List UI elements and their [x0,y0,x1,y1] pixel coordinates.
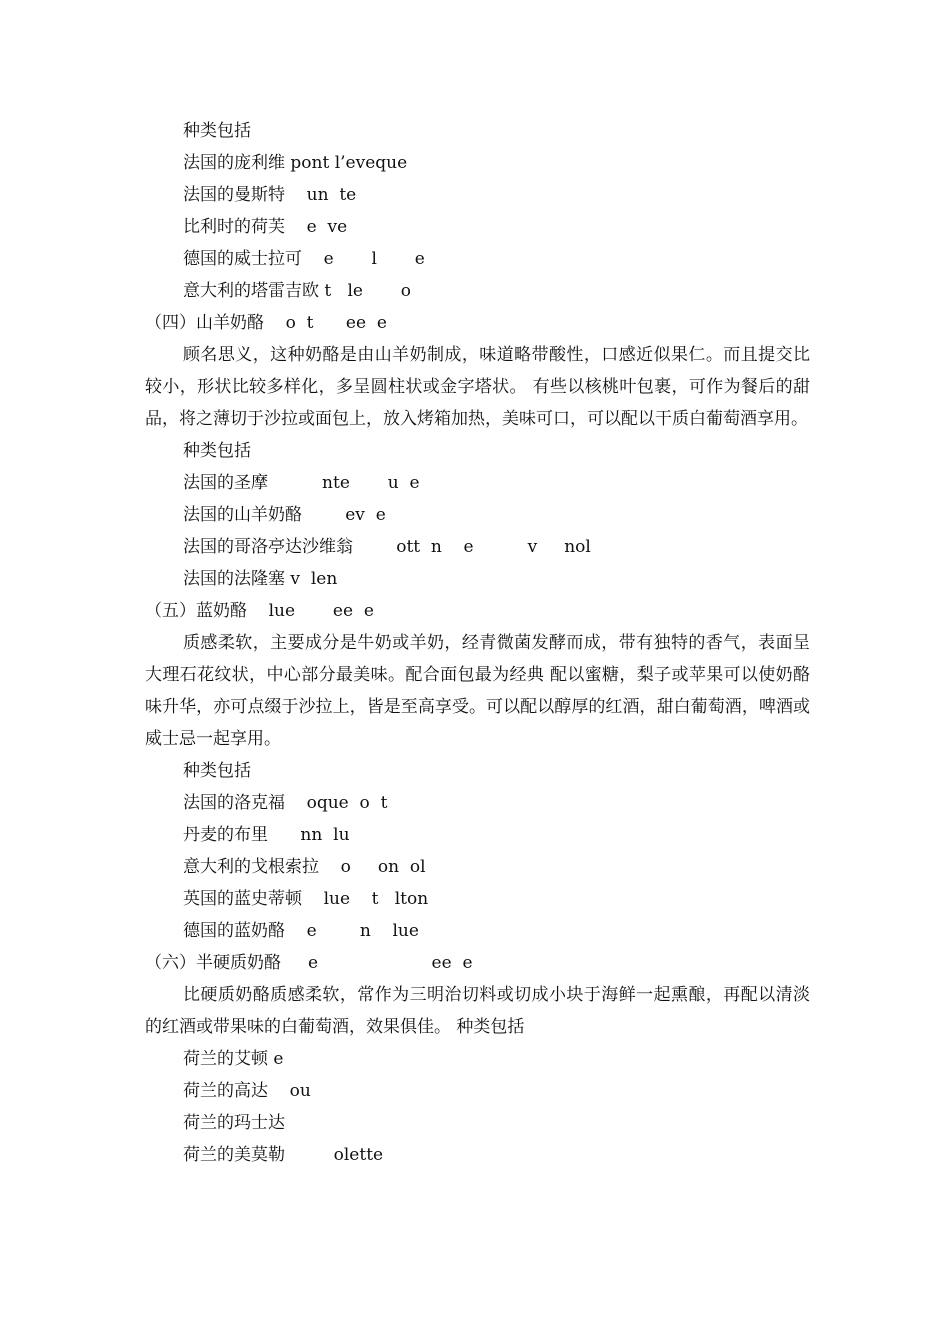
cheese-item: 英国的蓝史蒂顿 lue t lton [183,889,429,909]
types-label: 种类包括 [183,121,251,141]
section-paragraph: 比硬质奶酪质感柔软，常作为三明治切料或切成小块于海鲜一起熏酿，再配以清淡的红酒或带果味的白葡萄酒，效果俱佳。 种类包括 [145,985,810,1037]
types-label: 种类包括 [183,761,251,781]
cheese-item: 意大利的戈根索拉 o on ol [183,857,426,877]
cheese-item: 德国的蓝奶酪 e n lue [183,921,419,941]
cheese-item: 荷兰的美莫勒 olette [183,1145,384,1165]
section-heading-goat-cheese: （四）山羊奶酪 o t ee e [145,313,387,333]
section-paragraph: 顾名思义，这种奶酪是由山羊奶制成，味道略带酸性，口感近似果仁。而且提交比较小，形状比较多样化，多呈圆柱状或金字塔状。 有些以核桃叶包裹，可作为餐后的甜品，将之薄切于沙拉或面包上，放入烤箱加热，美味可口，可以配以干质白葡萄酒享用。 [145,345,810,429]
cheese-item: 法国的庞利维 pont l’eveque [183,153,408,173]
cheese-item: 荷兰的高达 ou [183,1081,311,1101]
cheese-item: 法国的法隆塞 v len [183,569,338,589]
types-label: 种类包括 [183,441,251,461]
cheese-item: 法国的曼斯特 un te [183,185,357,205]
section-paragraph: 质感柔软，主要成分是牛奶或羊奶，经青微菌发酵而成，带有独特的香气，表面呈大理石花纹状，中心部分最美味。配合面包最为经典 配以蜜糖，梨子或苹果可以使奶酪味升华，亦可点缀于沙拉上，皆是至高享受。可以配以醇厚的红酒，甜白葡萄酒，啤酒或威士忌一起享用。 [145,633,810,749]
cheese-item: 荷兰的玛士达 [183,1113,285,1133]
section-heading-semi-hard-cheese: （六）半硬质奶酪 e ee e [145,953,473,973]
cheese-item: 比利时的荷芙 e ve [183,217,348,237]
cheese-item: 丹麦的布里 nn lu [183,825,350,845]
cheese-item: 荷兰的艾顿 e [183,1049,284,1069]
cheese-item: 法国的哥洛亭达沙维翁 ott n e v nol [183,537,591,557]
cheese-item: 意大利的塔雷吉欧 t le o [183,281,412,301]
document-body [145,115,810,1171]
cheese-item: 法国的圣摩 nte u e [183,473,420,493]
section-heading-blue-cheese: （五）蓝奶酪 lue ee e [145,601,374,621]
cheese-item: 法国的山羊奶酪 ev e [183,505,386,525]
cheese-item: 法国的洛克福 oque o t [183,793,388,813]
cheese-item: 德国的威士拉可 e l e [183,249,425,269]
